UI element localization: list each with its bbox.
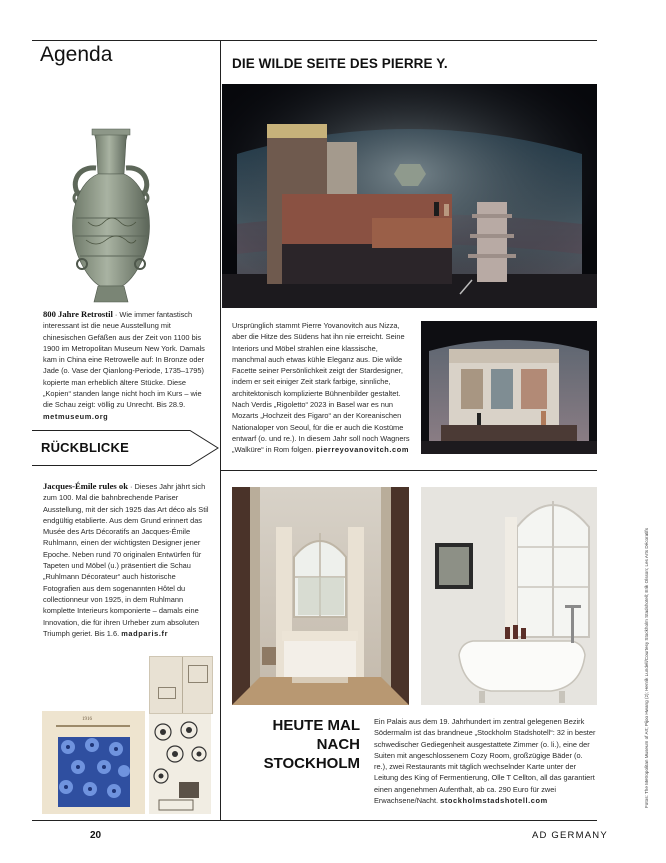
metmuseum-link[interactable]: metmuseum.org xyxy=(43,411,109,421)
pierre-title: DIE WILDE SEITE DES PIERRE Y. xyxy=(232,56,448,71)
opera-stage-photo-large xyxy=(222,84,597,308)
stockholm-link[interactable]: stockholmstadshotell.com xyxy=(440,796,548,806)
ruhlmann-article xyxy=(43,481,213,639)
ruhlmann-pattern-drawing xyxy=(149,714,211,814)
page-number: 20 xyxy=(90,830,102,841)
mid-rule-right xyxy=(221,470,597,471)
stockholm-title-line1: HEUTE MAL NACH xyxy=(272,717,360,753)
photo-credits: Fotos: The Metropolitan Museum of Art; Pijoo Hwang (2); Henrik Lundell/Courtesy Stockholm Stadshotell; Erik Olsson; Les Arts Décoratifs xyxy=(644,528,649,808)
retrostil-body: · Wie immer fantastisch interessant ist die neue Ausstellung mit chinesischen Gefäßen aus der Zeit von 1100 bis 1900 im Metropolitan Museum New York. Damals kam in China eine Retrowelle auf: In Bronze oder Jade (o. Vase der Qianlong-Periode, 1735–1795) kopierte man erheblich ältere Stücke. Diese „Kopien“ standen lange nicht hoch im Kurs – wie die Schau zeigt: völlig zu Unrecht. Bis 28.9. xyxy=(43,310,205,410)
madparis-link[interactable]: madparis.fr xyxy=(121,628,169,638)
pierre-link[interactable]: pierreyovanovitch.com xyxy=(315,445,410,455)
top-rule-left xyxy=(32,40,220,41)
retrostil-article xyxy=(43,309,213,422)
ruhlmann-wallpaper-design xyxy=(42,711,145,814)
ruhlmann-sketchbook xyxy=(149,656,213,714)
ruhlmann-heading: Jacques-Émile rules ok xyxy=(43,481,128,491)
top-rule-right xyxy=(221,40,597,41)
jade-vase-image xyxy=(56,126,166,306)
rueckblicke-label: RÜCKBLICKE xyxy=(41,440,129,455)
hotel-room-photo xyxy=(232,487,409,705)
agenda-title: Agenda xyxy=(40,43,113,66)
stockholm-title-line2: STOCKHOLM xyxy=(263,755,360,772)
ruhlmann-sketch-label: 1916 xyxy=(82,717,92,722)
pierre-article xyxy=(232,320,410,456)
retrostil-heading: 800 Jahre Retrostil xyxy=(43,309,113,319)
stockholm-body: Ein Palais aus dem 19. Jahrhundert im zentral gelegenen Bezirk Södermalm ist das brandneue „Stockholm Stadshotell“: 32 in bester schwedischer Gediegenheit ausgestattete Zimmer (o. li.), eine der Suiten mit angeschlossenem Cozy Room, großzügige Bäder (o. re.), zwei Restaurants mit täglich wechselnder Karte unter der Leitung des King of Fermentierung, Olle T Cellton, all das garantiert einen angenehmen Aufenthalt, ab ca. 290 Euro für zwei Erwachsene/Nacht. xyxy=(374,717,596,806)
opera-stage-photo-small xyxy=(421,321,597,454)
stockholm-title xyxy=(232,716,360,773)
bottom-rule xyxy=(32,820,597,821)
hotel-bathroom-photo xyxy=(421,487,597,705)
pierre-body: Ursprünglich stammt Pierre Yovanovitch aus Nizza, aber die Hitze des Südens hat ihn nie erreicht. Seine Interiors und Möbel strahlen eine klassische, manchmal auch etwas kühle Eleganz aus. Die wilde Facette seiner Persönlichkeit zeigt der Stardesigner, indem er seit einiger Zeit stark farbige, sinnliche, architektonisch komplizierte Bühnenbilder gestaltet. Nach Verdis „Rigoletto“ 2023 in Basel war es nun Mozarts „Hochzeit des Figaro“ an der Koreanischen Nationaloper von Seoul, für die er auch die Kostüme entwarf (o. und re.). In diesem Jahr soll noch Wagners „Walküre“ in Rom folgen. xyxy=(232,321,410,455)
stockholm-article xyxy=(374,716,596,806)
ruhlmann-body: · Dieses Jahr jährt sich zum 100. Mal die bahnbrechende Pariser Ausstellung, mit der sich 1925 das Art déco als Stil endgültig etablierte. Aus dem Grund erinnert das Musée des Arts Décoratifs an Jacques-Émile Ruhlmann, einen der wichtigsten Designer jener Epoche. Neben rund 70 originalen Entwürfen für Tapeten und Möbel (u.) präsentiert die Schau „Ruhlmann Décorateur“ auch historische Fotografien aus dem sogenannten Hôtel du collectionneur von 1925, in dem Ruhlmann komplette Interieurs komponierte – damals eine Innovation, die für ihren Urheber zum absoluten Triumph geriet. Bis 1.6. xyxy=(43,482,209,638)
magazine-name: AD GERMANY xyxy=(532,830,608,841)
